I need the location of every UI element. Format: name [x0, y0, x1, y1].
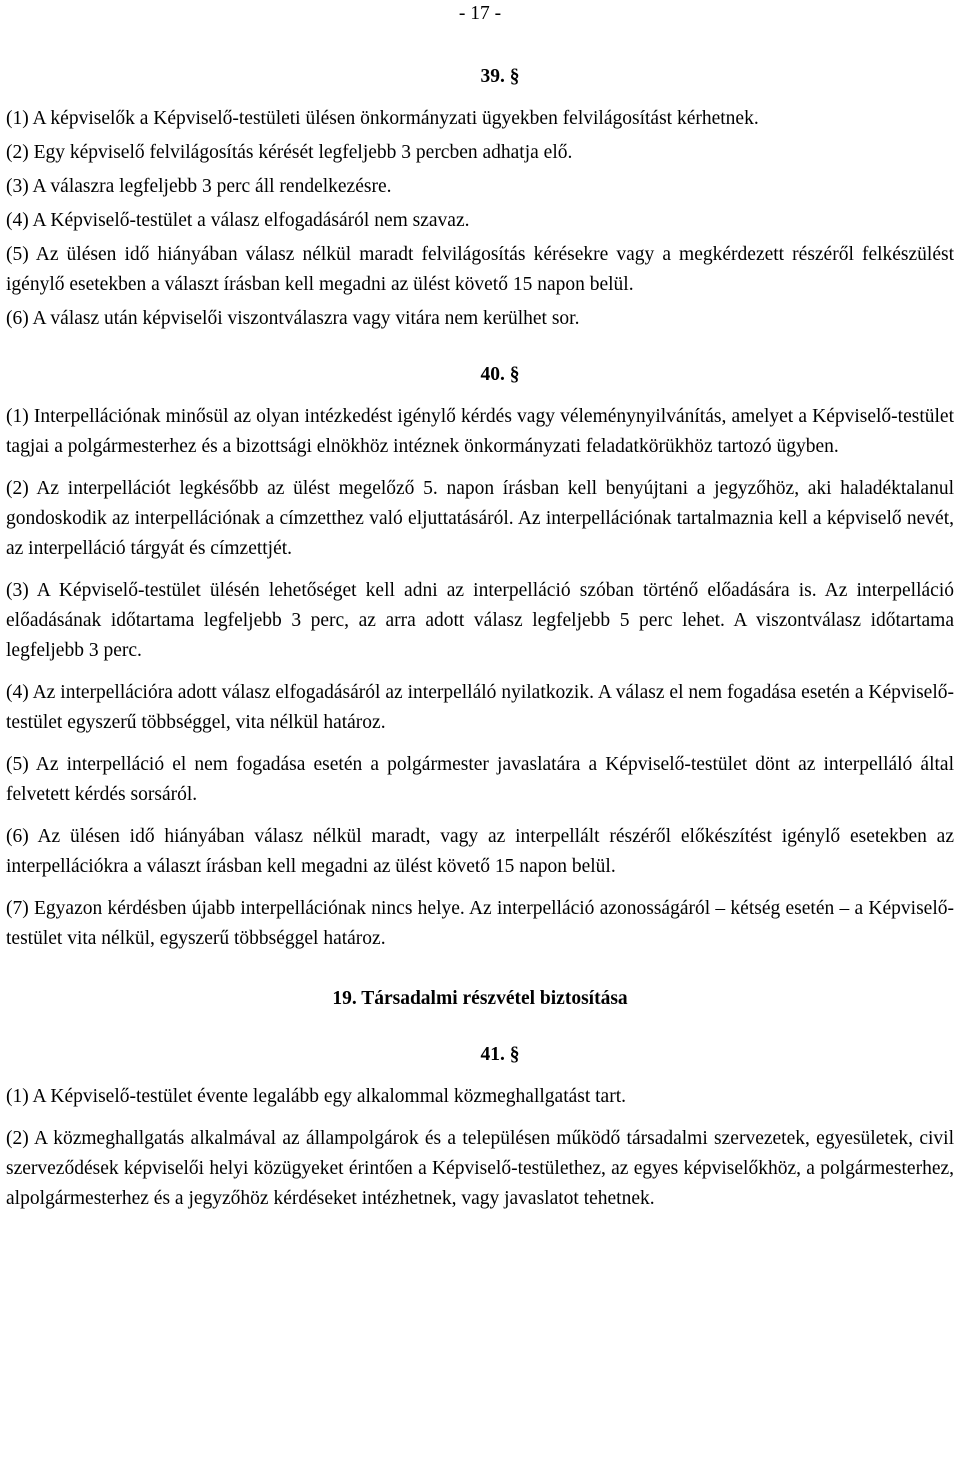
section-41-title: 41. §	[480, 1044, 520, 1065]
section-40-paragraph-5: (5) Az interpelláció el nem fogadása esetén a polgármester javaslatára a Képviselő-testület dönt az interpelláló által felvetett kérdés sorsáról.	[6, 754, 954, 805]
section-40-paragraph-1: (1) Interpellációnak minősül az olyan intézkedést igénylő kérdés vagy véleménynyilvánítás, amelyet a Képviselő-testület tagjai a polgármesterhez és a bizottsági elnökhöz intéznek önkormányzati feladatkörükhöz tartozó ügyben.	[6, 406, 954, 457]
section-39-paragraph-4: (4) A Képviselő-testület a válasz elfogadásáról nem szavaz.	[6, 210, 470, 231]
section-39-paragraph-5: (5) Az ülésen idő hiányában válasz nélkül maradt felvilágosítás kérésekre vagy a megkérdezett részéről felkészülést igénylő esetekben a választ írásban kell megadni az ülést követő 15 napon belül.	[6, 244, 954, 295]
section-39-paragraph-3: (3) A válaszra legfeljebb 3 perc áll rendelkezésre.	[6, 176, 392, 197]
section-39-paragraph-1: (1) A képviselők a Képviselő-testületi ülésen önkormányzati ügyekben felvilágosítást kérhetnek.	[6, 108, 759, 129]
section-41-paragraph-2: (2) A közmeghallgatás alkalmával az állampolgárok és a településen működő társadalmi szervezetek, egyesületek, civil szerveződések képviselői helyi közügyeket érintően a Képviselő-testülethez, az egyes képviselőkhöz, a polgármesterhez, alpolgármesterhez és a jegyzőhöz kérdéseket intézhetnek, vagy javaslatot tehetnek.	[6, 1128, 954, 1209]
page-number: - 17 -	[458, 3, 502, 24]
section-41-paragraph-1: (1) A Képviselő-testület évente legalább egy alkalommal közmeghallgatást tart.	[6, 1086, 627, 1107]
section-40-paragraph-6: (6) Az ülésen idő hiányában válasz nélkül maradt, vagy az interpellált részéről előkészítést igénylő esetekben az interpellációkra a választ írásban kell megadni az ülést követő 15 napon belül.	[6, 826, 954, 877]
section-40-paragraph-4: (4) Az interpellációra adott válasz elfogadásáról az interpelláló nyilatkozik. A válasz el nem fogadása esetén a Képviselő-testület egyszerű többséggel, vita nélkül határoz.	[6, 682, 954, 733]
section-40-paragraph-3: (3) A Képviselő-testület ülésén lehetőséget kell adni az interpelláció szóban történő előadására is. Az interpelláció előadásának időtartama legfeljebb 3 perc, az arra adott válasz legfeljebb 5 perc lehet. A viszontválasz időtartama legfeljebb 3 perc.	[6, 580, 954, 661]
section-40-paragraph-2: (2) Az interpellációt legkésőbb az ülést megelőző 5. napon írásban kell benyújtani a jegyzőhöz, aki haladéktalanul gondoskodik az interpellációnak a címzetthez való eljuttatásáról. Az interpellációnak tartalmaznia kell a képviselő nevét, az interpelláció tárgyát és címzettjét.	[6, 478, 954, 559]
section-40-title: 40. §	[480, 364, 520, 385]
section-39-paragraph-2: (2) Egy képviselő felvilágosítás kérését legfeljebb 3 percben adhatja elő.	[6, 142, 573, 163]
document-page	[6, 0, 954, 1218]
chapter-19-title: 19. Társadalmi részvétel biztosítása	[332, 988, 628, 1009]
section-39-title: 39. §	[480, 66, 520, 87]
section-39-paragraph-6: (6) A válasz után képviselői viszontválaszra vagy vitára nem kerülhet sor.	[6, 308, 580, 329]
section-40-paragraph-7: (7) Egyazon kérdésben újabb interpellációnak nincs helye. Az interpelláció azonosságáról – kétség esetén – a Képviselő-testület vita nélkül, egyszerű többséggel határoz.	[6, 898, 954, 949]
